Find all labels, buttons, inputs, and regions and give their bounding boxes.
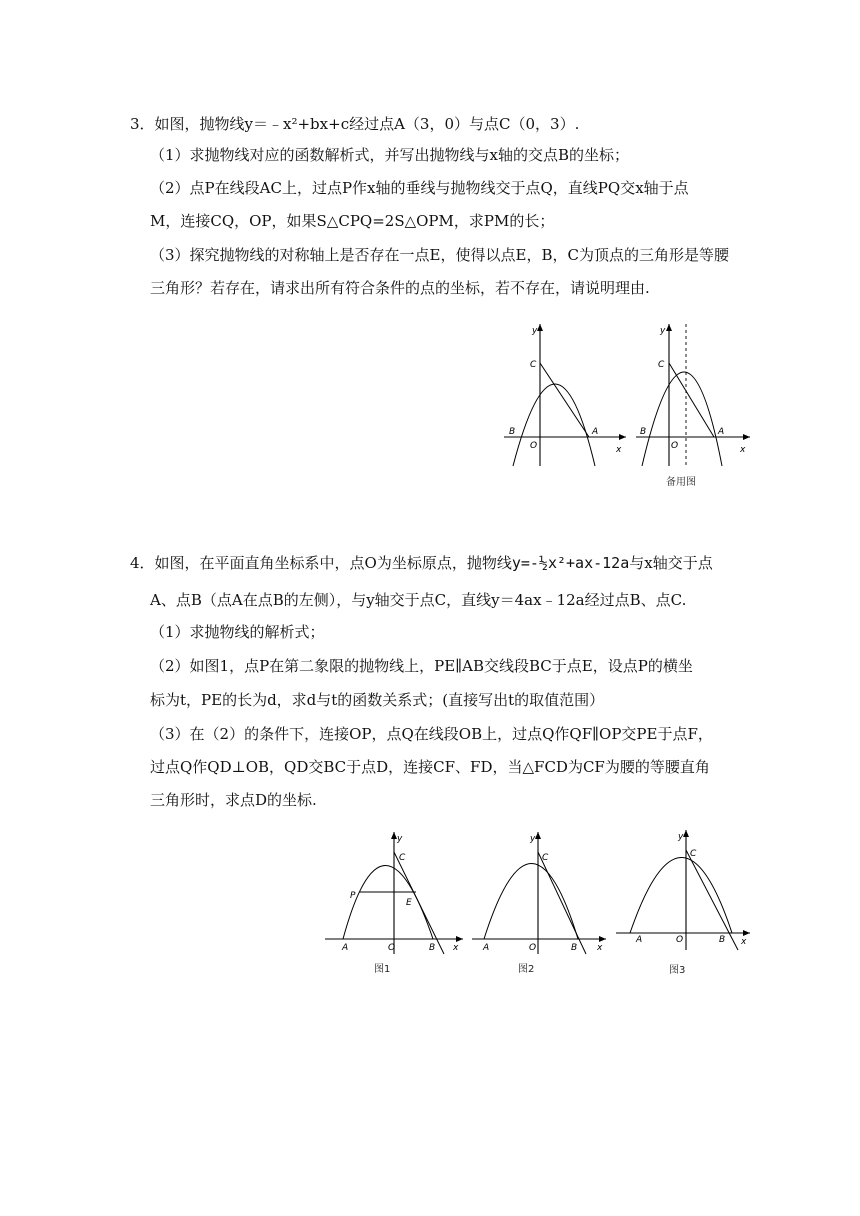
q4-stem xyxy=(130,553,713,573)
origin-label: O xyxy=(529,943,537,953)
figure-3-caption: 图3 xyxy=(669,965,686,976)
y-axis-label: y xyxy=(530,834,536,844)
origin-label: O xyxy=(676,935,684,945)
origin-label: O xyxy=(530,441,538,451)
point-a-label: A xyxy=(592,427,599,437)
y-axis-label: y xyxy=(678,832,684,842)
x-axis-label: x xyxy=(740,445,746,455)
q4-part3-line2: 过点Q作QD⊥OB，QD交BC于点D，连接CF、FD，当△FCD为CF为腰的等腰直角 xyxy=(150,758,710,776)
point-c-label: C xyxy=(530,360,537,370)
q4-formula: y=-½x²+ax-12a xyxy=(511,554,630,572)
origin-label: O xyxy=(388,943,396,953)
q3-part3-line2: 三角形？若存在，请求出所有符合条件的点的坐标，若不存在，请说明理由. xyxy=(150,279,650,297)
point-a-label: A xyxy=(342,943,349,953)
point-c-label: C xyxy=(658,360,665,370)
point-a-label: A xyxy=(483,943,490,953)
y-axis-label: y xyxy=(532,326,538,336)
q4-figure-3 xyxy=(614,826,752,976)
x-axis-label: x xyxy=(597,943,603,953)
q4-part3-line1: （3）在（2）的条件下，连接OP，点Q在线段OB上，过点Q作QF∥OP交PE于点F， xyxy=(150,725,713,743)
y-axis-label: y xyxy=(397,834,403,844)
q3-stem: 3．如图，抛物线y＝﹣x²+bx+c经过点A（3，0）与点C（0，3）. xyxy=(130,115,580,133)
q3-figure-main xyxy=(498,320,628,470)
point-b-label: B xyxy=(719,935,726,945)
point-a-label: A xyxy=(636,935,643,945)
q3-figure-backup xyxy=(632,320,752,488)
point-a-label: A xyxy=(718,427,725,437)
figure-1-caption: 图1 xyxy=(374,964,391,975)
point-c-label: C xyxy=(399,853,406,863)
point-p-label: P xyxy=(350,891,356,901)
backup-figure-caption: 备用图 xyxy=(666,477,696,488)
point-c-label: C xyxy=(542,853,549,863)
point-e-label: E xyxy=(406,898,412,908)
point-b-label: B xyxy=(509,427,516,437)
q3-part3-line1: （3）探究抛物线的对称轴上是否存在一点E，使得以点E，B，C为顶点的三角形是等腰 xyxy=(150,246,729,264)
q4-figure-2 xyxy=(470,828,608,975)
x-axis-label: x xyxy=(741,937,747,947)
q4-part2-line2: 标为t，PE的长为d，求d与t的函数关系式；(直接写出t的取值范围） xyxy=(150,691,605,709)
x-axis-label: x xyxy=(616,445,622,455)
q4-stem-line2: A、点B（点A在点B的左侧），与y轴交于点C，直线y＝4ax﹣12a经过点B、点C. xyxy=(150,591,687,609)
q4-part2-line1: （2）如图1，点P在第二象限的抛物线上，PE∥AB交线段BC于点E，设点P的横坐 xyxy=(150,657,693,675)
x-axis-label: x xyxy=(453,943,459,953)
figure-2-caption: 图2 xyxy=(518,964,535,975)
point-c-label: C xyxy=(690,849,697,859)
y-axis-label: y xyxy=(660,326,666,336)
point-b-label: B xyxy=(429,943,436,953)
q3-part1: （1）求抛物线对应的函数解析式，并写出抛物线与x轴的交点B的坐标； xyxy=(150,146,630,164)
point-b-label: B xyxy=(571,943,578,953)
origin-label: O xyxy=(671,441,679,451)
q3-part2-line1: （2）点P在线段AC上，过点P作x轴的垂线与抛物线交于点Q，直线PQ交x轴于点 xyxy=(150,179,689,197)
q4-part3-line3: 三角形时，求点D的坐标. xyxy=(150,791,317,809)
q3-part2-line2: M，连接CQ，OP，如果S△CPQ=2S△OPM，求PM的长； xyxy=(150,212,555,230)
q4-part1: （1）求抛物线的解析式； xyxy=(150,623,325,641)
q4-figure-1 xyxy=(323,828,465,975)
q4-stem-before: 4．如图，在平面直角坐标系中，点O为坐标原点，抛物线 xyxy=(130,554,512,572)
q4-stem-after: 与x轴交于点 xyxy=(629,554,713,572)
point-b-label: B xyxy=(640,427,647,437)
